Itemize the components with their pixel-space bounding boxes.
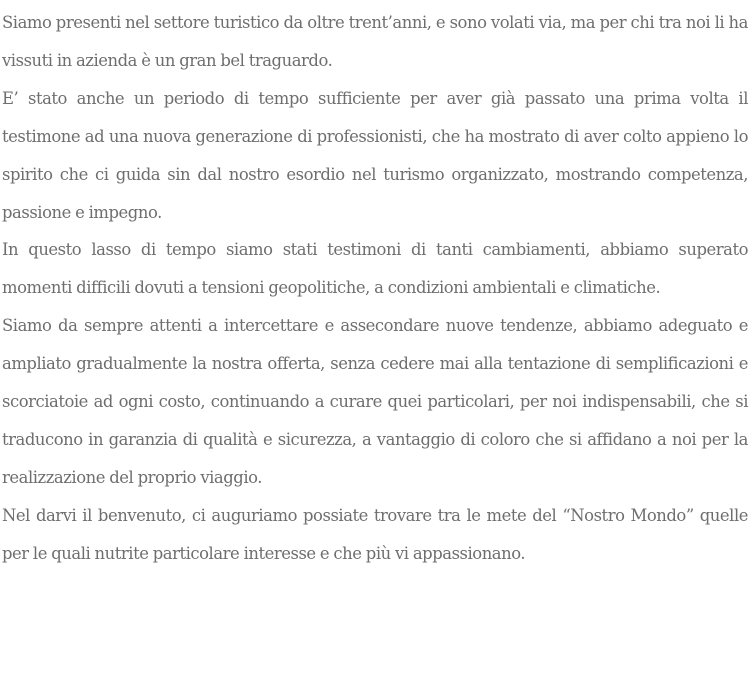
- paragraph-welcome: Nel darvi il benvenuto, ci auguriamo possiate trovare tra le mete del “Nostro Mondo” quelle per le quali nutrite particolare interesse e che più vi appassionano.: [2, 505, 748, 563]
- intro-text-block: [2, 4, 748, 573]
- paragraph-generation: E’ stato anche un periodo di tempo sufficiente per aver già passato una prima volta il testimone ad una nuova generazione di professionisti, che ha mostrato di aver colto appieno lo spirito che ci guida sin dal nostro esordio nel turismo organizzato, mostrando competenza, passione e impegno.: [2, 88, 748, 222]
- paragraph-intro: Siamo presenti nel settore turistico da oltre trent’anni, e sono volati via, ma per chi tra noi li ha vissuti in azienda è un gran bel traguardo.: [2, 13, 748, 70]
- paragraph-changes: In questo lasso di tempo siamo stati testimoni di tanti cambiamenti, abbiamo superato momenti difficili dovuti a tensioni geopolitiche, a condizioni ambientali e climatiche.: [2, 240, 748, 298]
- paragraph-offer: Siamo da sempre attenti a intercettare e assecondare nuove tendenze, abbiamo adeguato e ampliato gradualmente la nostra offerta, senza cedere mai alla tentazione di semplificazioni e scorciatoie ad ogni costo, continuando a curare quei particolari, per noi indispensabili, che si traducono in garanzia di qualità e sicurezza, a vantaggio di coloro che si affidano a noi per la realizzazione del proprio viaggio.: [2, 316, 748, 487]
